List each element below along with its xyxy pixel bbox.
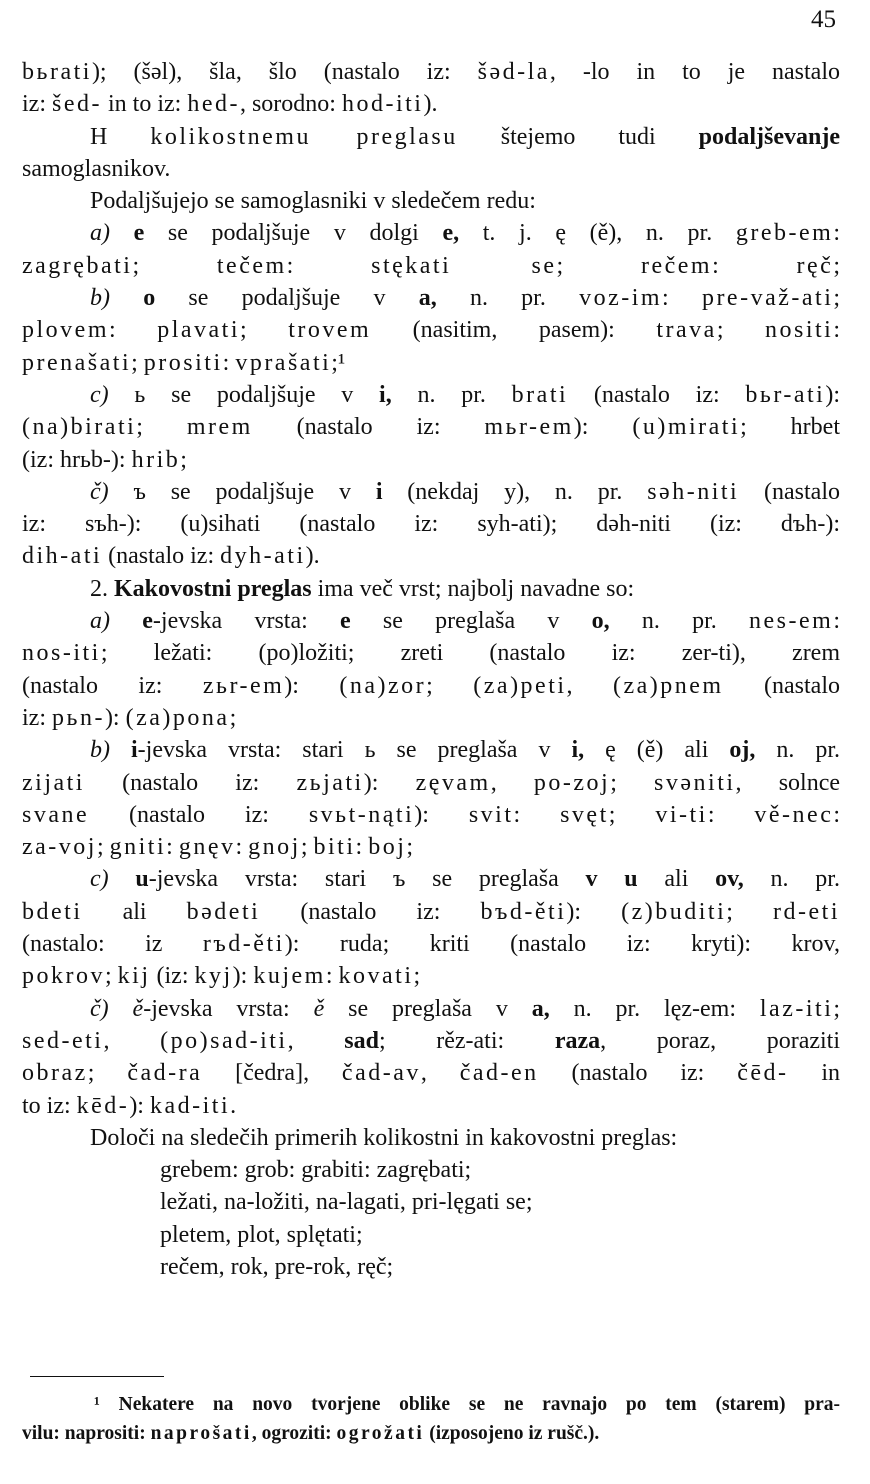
text-segment: ). [305,543,320,570]
text-segment: [čedra], [202,1060,342,1087]
text-segment: ě [313,995,325,1022]
text-segment: a) [90,608,110,635]
text-segment: hrib [131,446,181,473]
text-segment: ь se podaljšuje v [108,381,380,408]
text-segment: (nasitim, pasem): [371,317,657,344]
text-segment: raza [554,1027,601,1054]
text-segment: ; ležati: (po)ložiti; zreti (nastalo iz: zer-ti), zrem [100,640,840,667]
text-segment: , [103,1027,161,1054]
text-line [22,153,840,185]
text-segment: (nastalo iz: [84,769,297,796]
text-segment: naprošati [150,1423,252,1444]
text-line [22,56,840,88]
text-segment: n. pr. [609,608,750,635]
text-segment: H [90,123,151,150]
text-segment: e [142,608,153,635]
text-segment: ; [406,834,414,861]
text-segment: prositi [143,349,223,376]
text-segment: (izposojeno iz rušč.). [424,1423,600,1444]
text-segment: plavati [157,317,240,344]
text-segment: ; [300,834,314,861]
text-line [22,799,840,831]
text-segment: iz: [22,91,52,118]
text-segment: boj [368,834,407,861]
text-segment: ali [637,866,716,893]
text-segment: ): [566,898,622,925]
text-line [22,1090,840,1122]
text-segment: nes-em [749,608,834,635]
text-segment: : [355,834,369,861]
text-segment: vi-ti [655,801,708,828]
text-segment: svane [22,801,90,828]
text-segment: Določi na sledečih primerih kolikostni in kakovostni preglas: [90,1124,678,1151]
text-segment: : [712,252,797,279]
text-line [22,1219,840,1251]
text-segment: voz-im [579,285,663,312]
text-segment: ): [284,672,340,699]
text-line [22,1154,840,1186]
text-segment: bьrati [22,59,92,85]
text-line [22,314,840,346]
text-segment: , ogroziti: [251,1423,337,1444]
text-segment: ; [240,317,289,344]
text-segment: , -lo in to je nastalo [549,59,840,85]
text-segment: se preglaša v [350,608,592,635]
text-segment: (nastalo iz: [260,898,481,925]
text-segment: : [286,252,372,279]
text-segment: sad [344,1027,379,1054]
text-segment: ъ se podaljšuje v [108,478,376,505]
text-line [22,993,840,1025]
text-segment: : [166,834,179,861]
text-line [22,282,840,314]
text-segment: a) [90,220,110,247]
text-segment: ; [132,252,217,279]
text-segment: c) [90,866,109,893]
text-segment: (za)pnem [612,672,724,699]
text-segment: (nastalo iz: [568,381,746,408]
text-line [22,121,840,153]
text-line [22,896,840,928]
text-segment: (nastalo [739,478,840,505]
text-segment: ov, [715,866,744,893]
text-segment: a, [418,285,437,312]
text-segment: iz: sъh-): (u)sihati (nastalo iz: syh-ati); dəh-niti (iz: dъh-): [22,511,840,538]
text-segment: n. pr. [755,737,841,764]
text-segment: zьr-em [202,672,285,699]
text-line [22,605,840,637]
text-segment: ; [608,801,656,828]
footnote-line [22,1390,840,1419]
footnote-rule [30,1376,164,1377]
text-segment: rd-eti [773,898,840,925]
text-line [22,1025,840,1057]
text-segment: ležati, na-ložiti, na-lagati, pri-lęgati se; [160,1189,533,1216]
text-segment: (nastalo iz: [89,801,309,828]
text-line [22,960,840,992]
text-segment: mrem [186,414,253,441]
text-segment: i [375,478,383,505]
text-segment: o [143,285,156,312]
text-segment: n. pr. [391,381,512,408]
text-segment: (na)birati [22,414,137,441]
text-segment: i, [379,381,392,408]
text-segment: , [566,672,613,699]
text-segment: (nekdaj y), n. pr. [382,478,648,505]
text-segment: ): [573,414,633,441]
text-segment: čad-av [341,1060,421,1087]
text-line [22,217,840,249]
text-segment: i [131,737,138,764]
text-segment: ): [129,1092,150,1119]
text-segment: (nastalo iz: [22,672,203,699]
text-segment: šed- [52,91,102,118]
text-segment: : [662,285,702,312]
text-line [22,928,840,960]
text-segment: ę (ě) ali [584,737,730,764]
text-segment: , [420,1060,460,1087]
text-segment: ; [610,769,655,796]
text-segment [109,866,136,892]
text-segment: : [833,220,840,247]
text-segment: pьn- [52,704,105,731]
text-line [22,1251,840,1283]
text-segment: pre-važ-ati [701,285,834,312]
text-segment: -jevska vrsta: [143,995,314,1022]
text-segment: šəd-la [477,59,550,85]
text-segment: čad-ra [127,1060,203,1087]
text-segment: iz: [22,704,52,731]
text-line [22,250,840,282]
text-segment: (na)zor [339,672,427,699]
text-segment: ; [96,834,110,861]
text-segment: : [513,801,561,828]
text-segment: (iz: hrьb-): [22,446,132,473]
text-segment: səh-niti [647,478,740,505]
text-segment: kyj [194,963,233,990]
text-segment: in [788,1060,841,1087]
text-segment: se podaljšuje v [155,285,419,312]
text-segment: č) [90,478,109,505]
text-segment: ; [716,317,765,344]
text-segment: nositi [765,317,834,344]
text-segment: (nastalo iz: [252,414,485,441]
text-segment: i, [571,737,585,764]
text-segment: bədeti [186,898,261,925]
text-segment: plovem [22,317,109,344]
text-segment: ; rěz-ati: [378,1027,555,1054]
text-segment: zьjati [296,769,364,796]
text-segment: ): [414,801,469,828]
text-segment: (nastalo iz: [538,1060,738,1087]
text-line [22,508,840,540]
text-segment: ali [82,898,187,925]
text-segment: oj, [729,737,756,764]
text-segment: (iz: [150,963,195,990]
text-line [22,573,840,605]
text-line [22,637,840,669]
text-segment [110,285,143,311]
text-segment: zagrębati [22,252,133,279]
text-segment: bьr-ati [745,381,826,408]
text-segment: ; [413,963,421,990]
text-segment: e, [442,220,460,247]
text-line [22,670,840,702]
text-segment: za-voj [22,834,97,861]
text-segment: se podaljšuje v dolgi [144,220,443,247]
text-segment: n. pr. lęz-em: [549,995,760,1022]
text-segment: vprašati [235,349,332,376]
text-segment: ; [229,704,237,731]
text-segment: (nastalo: iz [22,931,203,958]
text-segment: svəniti [654,769,736,796]
text-line [22,444,840,476]
text-segment: : [109,317,158,344]
text-segment: ima več vrst; najbolj navadne so: [311,575,635,602]
text-segment: pletem, plot, splętati; [160,1221,363,1248]
text-segment: zijati [22,769,85,796]
text-segment: ; [556,252,641,279]
text-segment: rečem [640,252,713,279]
text-segment: in to iz: [101,91,188,118]
text-segment: gnoj [248,834,301,861]
text-segment: prenašati [22,349,132,376]
text-segment: e [340,608,351,635]
text-line [22,1186,840,1218]
text-segment: pokrov [22,963,105,990]
text-segment: štejemo tudi [457,123,699,150]
text-segment: bdeti [22,898,83,925]
text-segment: (nastalo iz: [102,543,221,570]
text-segment: obraz [22,1060,88,1087]
text-segment: brati [511,381,569,408]
text-segment: t. j. ę (ě), n. pr. [459,220,736,247]
text-segment: Podaljšujejo se samoglasniki v sledečem redu: [90,188,536,215]
text-segment: čēd- [737,1060,789,1087]
text-segment: hed- [187,91,240,118]
text-segment: vilu: naprositi: [22,1423,151,1444]
text-segment: ; [87,1060,128,1087]
text-segment: rъd-ěti [202,931,285,958]
text-segment: c) [90,381,109,408]
text-segment: ; [105,963,118,990]
text-line [22,540,840,572]
text-segment: kujem [253,963,326,990]
text-segment: 2. [90,575,114,602]
text-segment: : [235,834,249,861]
text-segment: ); (šəl), šla, šlo (nastalo iz: [91,59,478,85]
text-segment: ¹ Nekatere na novo tvorjene oblike se ne ravnajo po tem (starem) pra- [94,1394,840,1415]
text-segment: kēd- [76,1092,130,1119]
text-segment: (po)sad-iti [160,1027,288,1054]
text-line [22,863,840,895]
text-segment: e [133,220,145,247]
text-segment: ręč [796,252,834,279]
text-segment: ; [180,446,187,473]
text-segment: stękati se [371,252,557,279]
text-segment: ): ruda; kriti (nastalo iz: kryti): krov, [284,931,840,958]
footnote-line [22,1419,840,1448]
text-line [22,185,840,217]
text-segment: . [230,1092,237,1119]
text-segment: , [490,769,534,796]
text-segment: ; [426,672,474,699]
text-segment: , solnce [735,769,841,796]
text-segment: ): [104,704,126,731]
text-segment [110,220,134,246]
text-line [22,702,840,734]
text-segment: ): [825,381,841,408]
text-segment: n. pr. [743,866,840,893]
body-text [22,56,840,1283]
text-segment: ;¹ [331,349,346,376]
text-line [22,88,840,120]
text-segment: (za)pona [125,704,230,731]
text-segment: kovati [338,963,414,990]
text-segment: biti [313,834,356,861]
text-segment: ; [726,898,774,925]
text-segment: bъd-ěti [480,898,567,925]
text-segment: rečem, rok, pre-rok, ręč; [160,1253,394,1280]
text-segment: svьt-nąti [308,801,415,828]
text-segment: ; hrbet [740,414,840,441]
text-segment: (za)peti [473,672,567,699]
text-segment: sed-eti [22,1027,104,1054]
text-segment: mьr-em [484,414,574,441]
text-segment: ; [136,414,187,441]
text-segment: : [833,608,841,635]
text-segment: greb-em [735,220,834,247]
text-segment: čad-en [459,1060,539,1087]
text-segment: , poraz, poraziti [600,1027,841,1054]
text-segment: Kakovostni preglas [114,575,312,602]
text-segment: laz-iti [759,995,834,1022]
text-segment: dih-ati [22,543,103,570]
text-segment [110,608,142,634]
text-segment: ; [833,995,841,1022]
text-segment: n. pr. [436,285,580,312]
text-segment: v u [585,866,638,893]
text-segment: samoglasnikov. [22,155,171,182]
text-segment: svęt [560,801,609,828]
text-segment: vě-nec [754,801,834,828]
footnote [22,1390,840,1448]
text-segment: gniti [109,834,167,861]
text-segment: zęvam [415,769,491,796]
text-line [22,1057,840,1089]
text-segment: č) [90,995,109,1022]
text-segment: gnęv [178,834,236,861]
text-segment: : [325,963,339,990]
text-line [22,379,840,411]
text-segment: (u)mirati [632,414,741,441]
text-line [22,831,840,863]
text-segment: kad-iti [149,1092,231,1119]
text-segment: -jevska vrsta: stari ъ se preglaša [148,866,586,893]
text-segment: podaljševanje [698,123,841,150]
text-segment: to iz: [22,1092,77,1119]
text-segment: ). [423,91,438,118]
text-line [22,347,840,379]
text-segment: -jevska vrsta: stari ь se preglaša v [137,737,572,764]
text-segment: po-zoj [533,769,611,796]
text-segment: : [707,801,755,828]
text-segment: , [287,1027,345,1054]
text-segment: (z)buditi [621,898,727,925]
text-segment: b) [90,285,110,312]
text-segment: dyh-ati [220,543,306,570]
text-line [22,767,840,799]
text-segment: ; [833,285,841,312]
text-segment: kolikostnemu preglasu [150,123,458,150]
text-segment: -jevska vrsta: [152,608,341,635]
text-line [22,411,840,443]
text-segment: trovem [288,317,372,344]
text-segment: ě [132,995,144,1022]
text-segment: , sorodno: [239,91,342,118]
text-segment: u [135,866,149,893]
text-segment: tečem [216,252,287,279]
text-segment: svit [468,801,514,828]
page-number: 45 [811,6,836,33]
text-segment: ): [363,769,416,796]
text-segment: ogrožati [336,1423,425,1444]
text-segment: grebem: grob: grabiti: zagrębati; [160,1157,472,1184]
text-segment: ; [131,349,144,376]
text-segment: : [222,349,236,376]
text-segment [110,737,131,763]
text-segment: nos-iti [22,640,101,667]
text-segment: hod-iti [341,91,424,118]
text-segment: b) [90,737,110,764]
text-segment: (nastalo [723,672,841,699]
text-line [22,734,840,766]
text-segment: trava [656,317,717,344]
text-segment: kij [117,963,151,990]
text-segment: ): [232,963,254,990]
text-line [22,476,840,508]
text-segment: : [833,801,841,828]
text-line [22,1122,840,1154]
text-segment: ; [833,252,840,279]
text-segment: : [833,317,841,344]
text-segment [109,996,133,1022]
text-segment: o, [591,608,610,635]
text-segment: se preglaša v [324,995,532,1022]
text-segment: a, [531,995,550,1022]
